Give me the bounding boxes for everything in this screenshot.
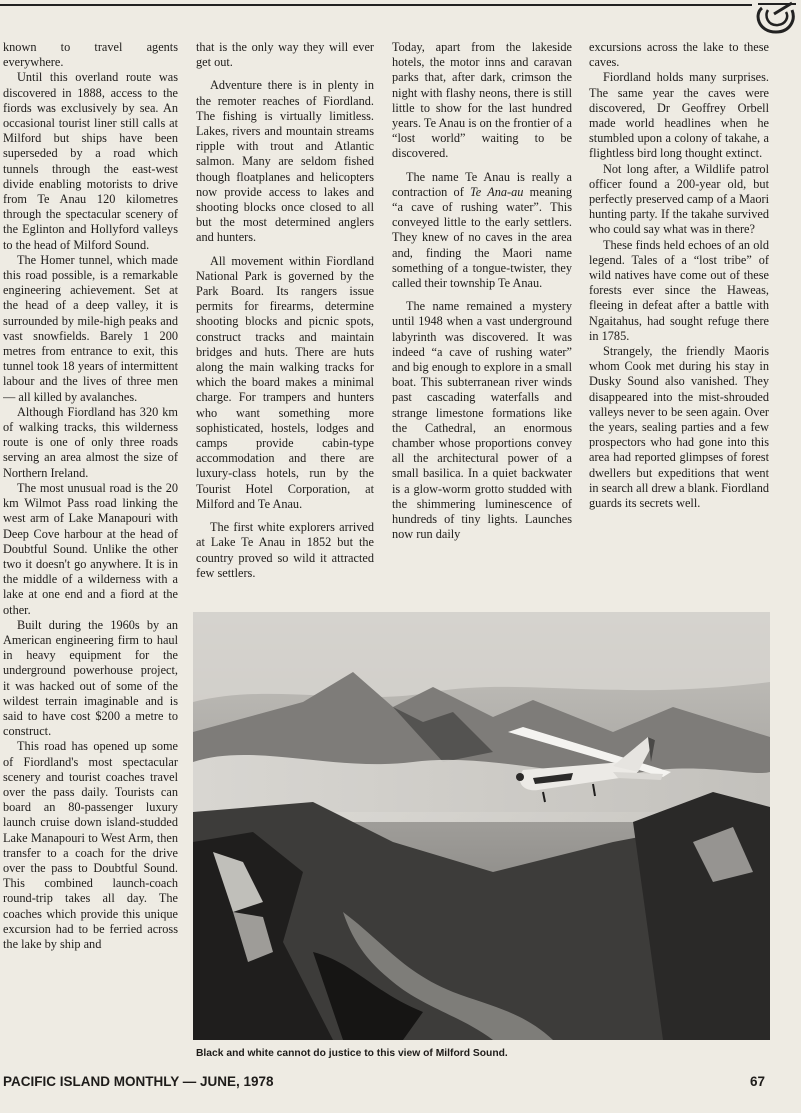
paragraph: Not long after, a Wildlife patrol officer found a 200-year old, but perfectly preserved camp of a Maori hunting party. If the takahe survived who could say what was in there? bbox=[589, 161, 769, 237]
paragraph: excursions across the lake to these caves. bbox=[589, 40, 769, 70]
paragraph: All movement within Fiordland National Park is governed by the Park Board. Its rangers issue permits for firearms, determine shooting blocks and picnic spots, construct tracks and maintain bridges and huts. There are huts along the main walking tracks for which the board makes a minimal charge. For trampers and hunters who want something more sophisticated, hostels, lodges and camps provide cabin-type accommodation and there are luxury-class hotels, run by the Tourist Hotel Corporation, at Milford and Te Anau. bbox=[196, 253, 374, 511]
paragraph: The first white explorers arrived at Lake Te Anau in 1852 but the country proved so wild it attracted few settlers. bbox=[196, 520, 374, 580]
paragraph: The most unusual road is the 20 km Wilmot Pass road linking the west arm of Lake Manapouri with Deep Cove harbour at the head of Doubtful Sound. Unlike the other two it doesn't go anywhere. It is in the middle of a wilderness with a lake at one end and a fiord at the other. bbox=[3, 480, 178, 617]
paragraph: These finds held echoes of an old legend. Tales of a “lost tribe” of wild natives have come out of these forests ever since the Haweas, fleeing in defeat after a battle with Ngaitahus, had sought refuge there in 1785. bbox=[589, 237, 769, 343]
article-column-2 bbox=[196, 40, 374, 600]
publication-footer: PACIFIC ISLAND MONTHLY — JUNE, 1978 bbox=[3, 1074, 274, 1089]
paragraph: known to travel agents everywhere. bbox=[3, 40, 178, 70]
paragraph: The Homer tunnel, which made this road possible, is a remarkable engineering achievement. Set at the head of a deep valley, it is surrounded by mile-high peaks and vast snowfields. Barely 1 200 metres from entrance to exit, this tunnel took 18 years of intermittent labour and the lives of three men — all killed by avalanches. bbox=[3, 252, 178, 404]
paragraph: Although Fiordland has 320 km of walking tracks, this wilderness route is one of only three roads serving an area almost the size of Northern Ireland. bbox=[3, 404, 178, 480]
paragraph: This road has opened up some of Fiordland's most spectacular scenery and tourist coaches travel over the pass daily. Tourists can board an 80-passenger luxury launch cruise down island-studded Lake Manapouri to West Arm, then transfer to a coach for the drive over the pass to Doubtful Sound. This combined launch-coach round-trip takes all day. The coaches which provide this unique excursion had to be ferried across the lake by ship and bbox=[3, 739, 178, 951]
magazine-logo-icon bbox=[752, 0, 798, 36]
maori-name: Te Ana-au bbox=[470, 184, 524, 199]
paragraph: Today, apart from the lakeside hotels, the motor inns and caravan parks that, after dark, crimson the night with flashy neons, there is still little to show for the last hundred years. Te Anau is on the frontier of a “lost world” waiting to be discovered. bbox=[392, 40, 572, 161]
paragraph: Until this overland route was discovered in 1888, access to the fiords was exclusively by sea. An occasional tourist liner still calls at Milford but ships have been superseded by a road which tunnels through the east-west divide enabling motorists to drive from Te Anau 120 kilometres through the spectacular scenery of the Eglinton and Hollyford valleys to the head of Milford Sound. bbox=[3, 70, 178, 252]
paragraph: Fiordland holds many surprises. The same year the caves were discovered, Dr Geoffrey Orbell made world headlines when he stumbled upon a colony of takahe, a flightless bird long thought extinct. bbox=[589, 70, 769, 161]
article-column-4 bbox=[589, 40, 769, 600]
paragraph-text: The name Te Anau is really a contraction of bbox=[392, 169, 572, 199]
paragraph: Adventure there is in plenty in the remoter reaches of Fiordland. The fishing is virtually limitless. Lakes, rivers and mountain streams ripple with trout and Atlantic salmon. Many are seldom fished though floatplanes and helicopters now provide access to lakes and shooting blocks once closed to all but the most determined anglers and hunters. bbox=[196, 78, 374, 245]
milford-sound-photo bbox=[193, 612, 770, 1040]
paragraph: Strangely, the friendly Maoris whom Cook met during his stay in Dusky Sound also vanished. They disappeared into the mist-shrouded valleys never to be seen again. Over the years, sealing parties and a few prospectors who had gone into this area had reported glimpses of forest dwellers but expeditions that went in search all drew a blank. Fiordland guards its secrets well. bbox=[589, 344, 769, 511]
paragraph: that is the only way they will ever get out. bbox=[196, 40, 374, 70]
top-rule bbox=[0, 4, 752, 6]
paragraph: The name remained a mystery until 1948 when a vast underground labyrinth was discovered. It was indeed “a cave of rushing water” and big enough to explore in a small boat. This subterranean river winds past cascading waterfalls and strange limestone formations like the Cathedral, an enormous chamber whose proportions convey all the architectural power of a small basilica. In a quiet backwater is a glow-worm grotto studded with the shimmering luminescence of hundreds of tiny lights. Launches now run daily bbox=[392, 299, 572, 542]
paragraph bbox=[392, 170, 572, 292]
article-column-3 bbox=[392, 40, 572, 600]
paragraph: Built during the 1960s by an American engineering firm to haul in heavy equipment for the underground powerhouse project, it was hacked out of some of the wildest terrain imaginable and is said to have cost $200 a metre to construct. bbox=[3, 617, 178, 739]
photo-caption: Black and white cannot do justice to this view of Milford Sound. bbox=[196, 1048, 508, 1059]
paragraph-text: meaning “a cave of rushing water”. This conveyed little to the early settlers. They knew of no caves in the area and, finding the Maori name something of a tongue-twister, they called their township Te Anau. bbox=[392, 184, 572, 291]
article-column-1 bbox=[3, 40, 178, 1070]
page-number: 67 bbox=[750, 1074, 766, 1089]
